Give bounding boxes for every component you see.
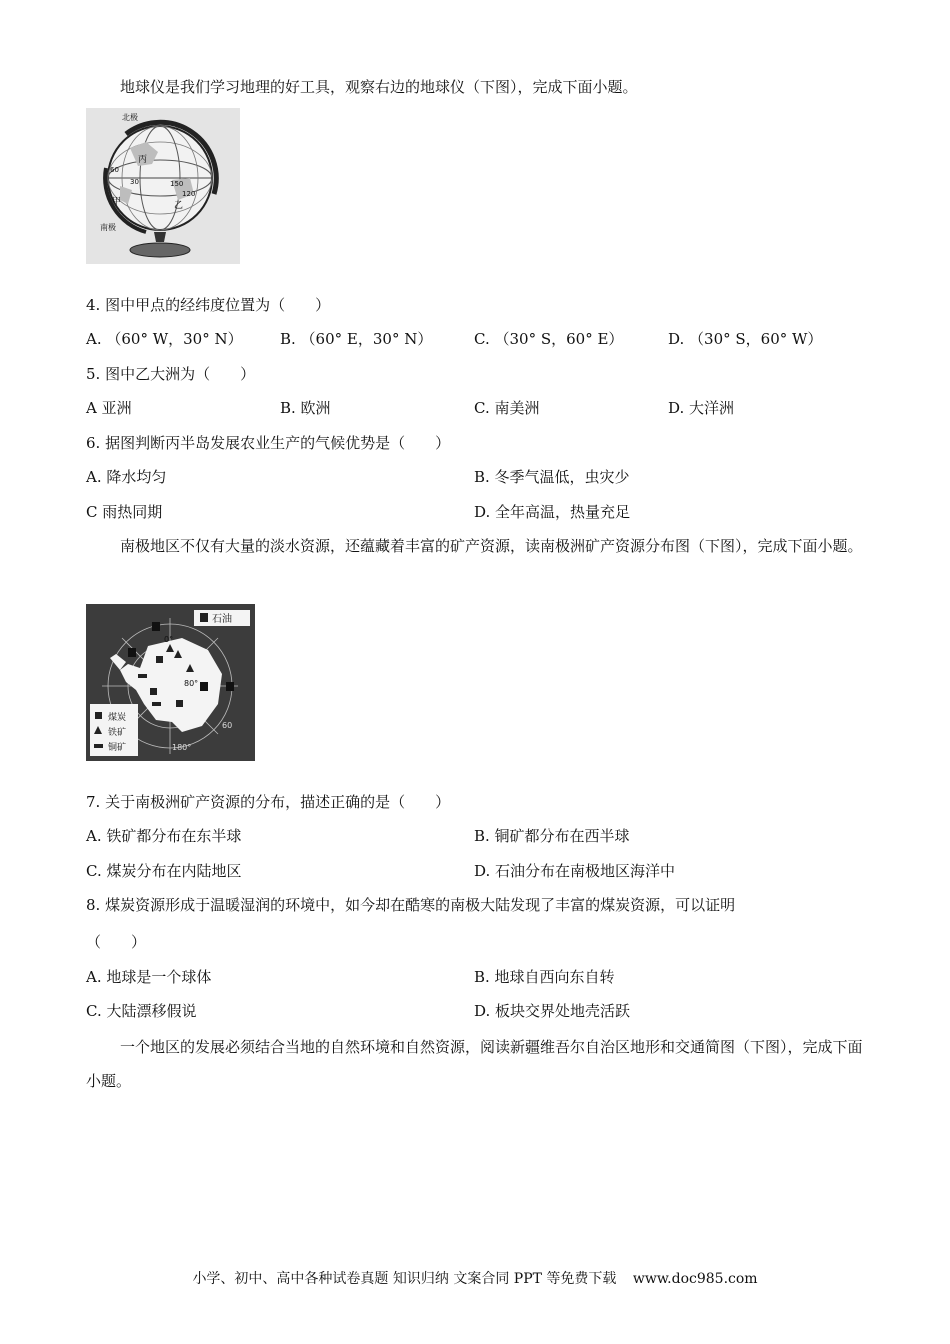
footer-text: 小学、初中、高中各种试卷真题 知识归纳 文案合同 PPT 等免费下载 — [192, 1271, 617, 1287]
q6-option-d[interactable]: D. 全年高温，热量充足 — [474, 503, 631, 521]
q7-option-c[interactable]: C. 煤炭分布在内陆地区 — [86, 862, 242, 880]
svg-text:150: 150 — [170, 180, 184, 188]
q4-option-d[interactable]: D. （30° S，60° W） — [668, 330, 823, 348]
legend-coal: 煤炭 — [108, 713, 127, 723]
q5-stem: 5. 图中乙大洲为（ ） — [86, 365, 256, 383]
q8-option-d[interactable]: D. 板块交界处地壳活跃 — [474, 1002, 631, 1020]
label-north: 北极 — [122, 113, 138, 122]
intro-globe: 地球仪是我们学习地理的好工具，观察右边的地球仪（下图），完成下面小题。 — [120, 78, 638, 96]
q5-option-a[interactable]: A 亚洲 — [86, 399, 132, 417]
q8-option-c[interactable]: C. 大陆漂移假说 — [86, 1002, 197, 1020]
label-yi: 乙 — [174, 201, 184, 211]
svg-text:30: 30 — [130, 178, 139, 186]
legend-copper: 铜矿 — [108, 743, 127, 753]
footer-link[interactable]: www.doc985.com — [632, 1271, 758, 1287]
q8-option-b[interactable]: B. 地球自西向东自转 — [474, 968, 615, 986]
q5-option-b[interactable]: B. 欧洲 — [280, 399, 331, 417]
svg-text:60: 60 — [110, 166, 119, 174]
q4-option-a[interactable]: A. （60° W，30° N） — [86, 330, 243, 348]
q7-stem: 7. 关于南极洲矿产资源的分布，描述正确的是（ ） — [86, 793, 451, 811]
q5-option-c[interactable]: C. 南美洲 — [474, 399, 540, 417]
svg-text:180°: 180° — [172, 743, 192, 752]
q8-stem-cont: （ ） — [86, 933, 147, 951]
q7-option-d[interactable]: D. 石油分布在南极地区海洋中 — [474, 862, 676, 880]
legend-oil: 石油 — [212, 614, 232, 625]
q5-option-d[interactable]: D. 大洋洲 — [668, 399, 735, 417]
svg-text:0°: 0° — [164, 635, 174, 644]
q7-option-b[interactable]: B. 铜矿都分布在西半球 — [474, 827, 630, 845]
q4-option-b[interactable]: B. （60° E，30° N） — [280, 330, 433, 348]
q7-option-a[interactable]: A. 铁矿都分布在东半球 — [86, 827, 242, 845]
q6-stem: 6. 据图判断丙半岛发展农业生产的气候优势是（ ） — [86, 434, 451, 452]
label-south: 南极 — [100, 223, 116, 232]
q6-option-a[interactable]: A. 降水均匀 — [86, 468, 167, 486]
globe-figure — [86, 108, 240, 264]
page-footer — [0, 1268, 950, 1288]
label-jia: 甲 — [112, 197, 122, 207]
svg-text:60: 60 — [222, 721, 233, 730]
q8-stem: 8. 煤炭资源形成于温暖湿润的环境中，如今却在酷寒的南极大陆发现了丰富的煤炭资源，可以证明 — [86, 896, 736, 914]
legend-iron: 铁矿 — [108, 728, 127, 738]
label-bing: 丙 — [138, 155, 148, 165]
svg-text:80°: 80° — [184, 679, 199, 688]
q6-option-c[interactable]: C 雨热同期 — [86, 503, 163, 521]
q4-option-c[interactable]: C. （30° S，60° E） — [474, 330, 624, 348]
intro-antarctica: 南极地区不仅有大量的淡水资源，还蕴藏着丰富的矿产资源，读南极洲矿产资源分布图（下图），完成下面小题。 — [120, 537, 863, 555]
q4-stem: 4. 图中甲点的经纬度位置为（ ） — [86, 296, 331, 314]
svg-text:120: 120 — [182, 190, 196, 198]
q8-option-a[interactable]: A. 地球是一个球体 — [86, 968, 212, 986]
antarctica-map — [86, 604, 255, 761]
intro-xinjiang: 一个地区的发展必须结合当地的自然环境和自然资源，阅读新疆维吾尔自治区地形和交通简图（下图），完成下面小题。 — [86, 1038, 863, 1090]
q6-option-b[interactable]: B. 冬季气温低，虫灾少 — [474, 468, 630, 486]
